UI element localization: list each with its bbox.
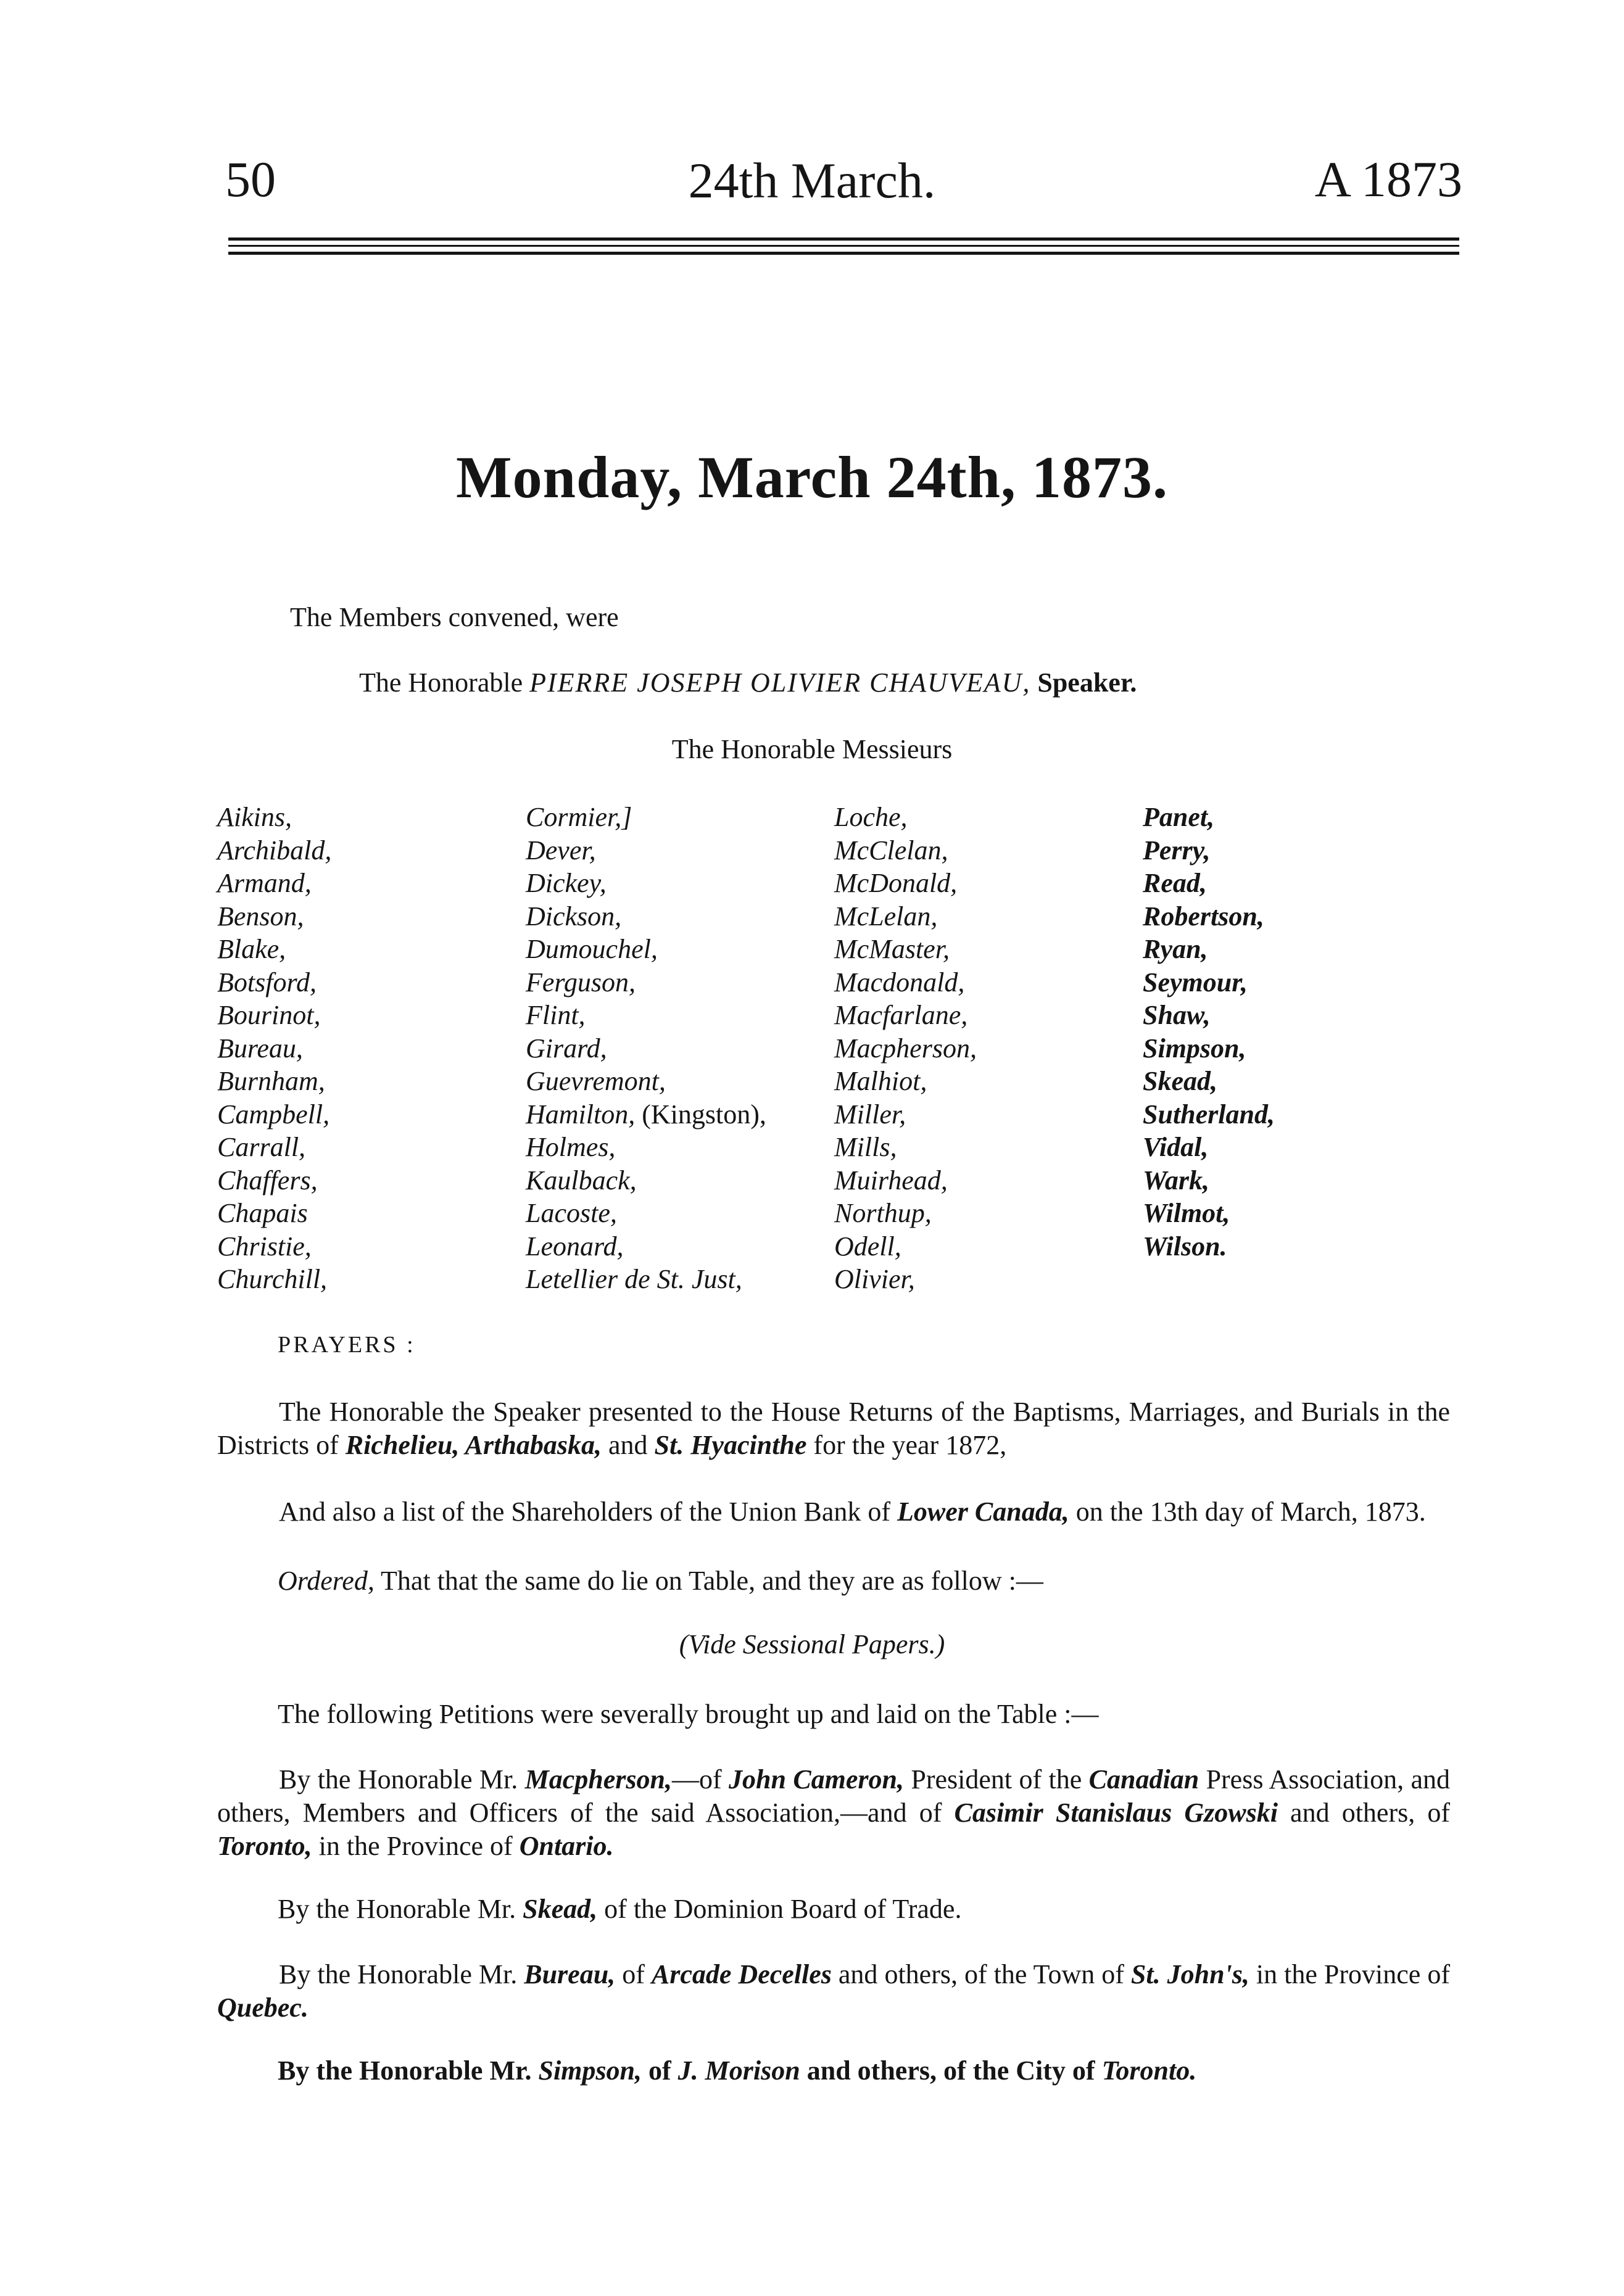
- ordered-label: Ordered,: [278, 1566, 375, 1596]
- place-name: St. John's,: [1130, 1959, 1249, 1989]
- member-name: Perry,: [1143, 835, 1211, 865]
- members-list: [217, 801, 1420, 1307]
- text-run: and others, of the Town of: [838, 1959, 1124, 1989]
- member-name: Ryan,: [1143, 934, 1208, 964]
- member-name: Muirhead,: [834, 1165, 948, 1195]
- text-run: Press Association, and others, Members and Officers of the said Association,—and of: [217, 1764, 1451, 1828]
- page-number: 50: [225, 151, 276, 207]
- text-run: and others, of: [1290, 1798, 1451, 1828]
- member-name: Chaffers,: [217, 1165, 318, 1195]
- member-name: Armand,: [217, 868, 312, 898]
- member-name: McMaster,: [834, 934, 950, 964]
- petition-skead: [278, 1893, 1450, 1926]
- place-name: Ontario.: [519, 1831, 614, 1861]
- member-name: Blake,: [217, 934, 286, 964]
- member-name: Campbell,: [217, 1099, 330, 1129]
- vide-sessional-papers: [0, 1629, 1624, 1660]
- member-name: Seymour,: [1143, 967, 1248, 997]
- text-run: of the Dominion Board of Trade.: [604, 1894, 962, 1924]
- member-name: Churchill,: [217, 1264, 328, 1294]
- member-ref: Bureau,: [524, 1959, 616, 1989]
- text-run: Canadian: [1088, 1764, 1199, 1794]
- place-name: Lower Canada,: [897, 1497, 1069, 1527]
- member-name: Wark,: [1143, 1165, 1209, 1195]
- members-column-1: [217, 801, 331, 1296]
- member-name: Leonard,: [526, 1231, 624, 1262]
- person-name: J. Morison: [677, 2055, 800, 2086]
- member-name: Lacoste,: [526, 1198, 617, 1228]
- member-name: Olivier,: [834, 1264, 915, 1294]
- member-name: McClelan,: [834, 835, 948, 865]
- text-run: By the Honorable Mr.: [279, 1764, 518, 1794]
- text-run: in the Province of: [318, 1831, 513, 1861]
- person-name: John Cameron,: [729, 1764, 905, 1794]
- member-name: Benson,: [217, 901, 304, 931]
- messieurs-heading: The Honorable Messieurs: [671, 734, 953, 764]
- header-rule-bottom: [228, 252, 1459, 255]
- member-name: Robertson,: [1143, 901, 1264, 931]
- member-name: McDonald,: [834, 868, 958, 898]
- member-name: Bourinot,: [217, 1000, 321, 1030]
- member-name: Miller,: [834, 1099, 906, 1129]
- place-name: Richelieu, Arthabaska,: [345, 1430, 602, 1460]
- member-name: Mills,: [834, 1132, 897, 1162]
- place-name: Toronto,: [217, 1831, 312, 1861]
- speaker-prefix: The Honorable: [359, 667, 523, 698]
- paragraph-returns: [217, 1395, 1450, 1462]
- member-name: Holmes,: [526, 1132, 616, 1162]
- text-run: By the Honorable Mr.: [278, 1894, 516, 1924]
- member-name: Sutherland,: [1143, 1099, 1275, 1129]
- running-header-date: 24th March.: [688, 152, 936, 209]
- member-name: Kaulback,: [526, 1165, 637, 1195]
- text-run: for the year 1872,: [813, 1430, 1007, 1460]
- member-name: Dumouchel,: [526, 934, 658, 964]
- petition-bureau: [217, 1958, 1450, 2025]
- text-run: (Vide Sessional Papers.): [679, 1629, 945, 1659]
- member-name: Hamilton,: [526, 1099, 636, 1129]
- person-name: Casimir Stanislaus Gzowski: [954, 1798, 1278, 1828]
- speaker-line: [359, 667, 1137, 700]
- member-name: Letellier de St. Just,: [526, 1264, 742, 1294]
- petition-simpson: [278, 2054, 1450, 2087]
- member-name: Wilmot,: [1143, 1198, 1230, 1228]
- members-column-3: [834, 801, 977, 1296]
- member-name: Odell,: [834, 1231, 901, 1262]
- prayers-heading: PRAYERS :: [278, 1332, 416, 1358]
- member-name: Guevremont,: [526, 1066, 666, 1096]
- paragraph-shareholders: [217, 1495, 1450, 1529]
- member-name: McLelan,: [834, 901, 938, 931]
- members-column-4: [1143, 801, 1275, 1263]
- text-run: —of: [672, 1764, 722, 1794]
- member-name: Dickson,: [526, 901, 622, 931]
- member-name: Chapais: [217, 1198, 308, 1228]
- text-run: President of the: [911, 1764, 1082, 1794]
- text-run: By the Honorable Mr.: [278, 2055, 532, 2086]
- member-name: Malhiot,: [834, 1066, 927, 1096]
- member-name-hamilton: [526, 1098, 766, 1131]
- text-run: By the Honorable Mr.: [279, 1959, 518, 1989]
- member-name: Macpherson,: [834, 1033, 977, 1063]
- petition-macpherson: [217, 1763, 1450, 1863]
- place-name: St. Hyacinthe: [654, 1430, 807, 1460]
- member-name: Macfarlane,: [834, 1000, 968, 1030]
- member-ref: Simpson,: [538, 2055, 642, 2086]
- member-name: Shaw,: [1143, 1000, 1211, 1030]
- member-name: Girard,: [526, 1033, 607, 1063]
- paragraph-ordered: [278, 1564, 1450, 1598]
- member-name: Vidal,: [1143, 1132, 1209, 1162]
- paragraph-petitions-intro: The following Petitions were severally brought up and laid on the Table :—: [278, 1699, 1099, 1729]
- member-name: Christie,: [217, 1231, 312, 1262]
- member-name: Simpson,: [1143, 1033, 1246, 1063]
- member-constituency: (Kingston),: [642, 1099, 766, 1129]
- running-header-year: A 1873: [1314, 151, 1462, 207]
- speaker-role: Speaker.: [1037, 667, 1137, 698]
- member-name: Macdonald,: [834, 967, 965, 997]
- text-run: of: [648, 2055, 671, 2086]
- text-run: That that the same do lie on Table, and they are as follow :—: [381, 1566, 1043, 1596]
- member-name: Northup,: [834, 1198, 932, 1228]
- text-run: The Honorable the Speaker presented to the House Returns of the Baptisms, Marriages, and Burials in the Districts of: [217, 1397, 1450, 1460]
- member-name: Bureau,: [217, 1033, 303, 1063]
- member-name: Skead,: [1143, 1066, 1217, 1096]
- text-run: in the Province of: [1256, 1959, 1451, 1989]
- person-name: Arcade Decelles: [651, 1959, 832, 1989]
- member-name: Carrall,: [217, 1132, 306, 1162]
- member-name: Cormier,]: [526, 802, 632, 832]
- members-column-2: [526, 801, 766, 1296]
- text-run: And also a list of the Shareholders of the Union Bank of: [279, 1497, 891, 1527]
- member-ref: Skead,: [523, 1894, 598, 1924]
- speaker-name: PIERRE JOSEPH OLIVIER CHAUVEAU,: [529, 667, 1031, 698]
- member-ref: Macpherson,: [524, 1764, 672, 1794]
- convened-line: The Members convened, were: [290, 602, 619, 632]
- member-name: Burnham,: [217, 1066, 325, 1096]
- member-name: Ferguson,: [526, 967, 636, 997]
- header-rule-top: [228, 237, 1459, 241]
- member-name: Dever,: [526, 835, 596, 865]
- member-name: Wilson.: [1143, 1231, 1227, 1262]
- page-title: Monday, March 24th, 1873.: [456, 444, 1168, 510]
- member-name: Read,: [1143, 868, 1207, 898]
- header-rule-middle: [228, 245, 1459, 247]
- text-run: on the 13th day of March, 1873.: [1075, 1497, 1426, 1527]
- member-name: Loche,: [834, 802, 908, 832]
- member-name: Panet,: [1143, 802, 1215, 832]
- text-run: of: [622, 1959, 645, 1989]
- text-run: and: [608, 1430, 648, 1460]
- member-name: Aikins,: [217, 802, 292, 832]
- member-name: Dickey,: [526, 868, 607, 898]
- member-name: Flint,: [526, 1000, 586, 1030]
- place-name: Toronto.: [1101, 2055, 1197, 2086]
- text-run: and others, of the City of: [806, 2055, 1095, 2086]
- member-name: Botsford,: [217, 967, 317, 997]
- member-name: Archibald,: [217, 835, 332, 865]
- place-name: Quebec.: [217, 1992, 309, 2023]
